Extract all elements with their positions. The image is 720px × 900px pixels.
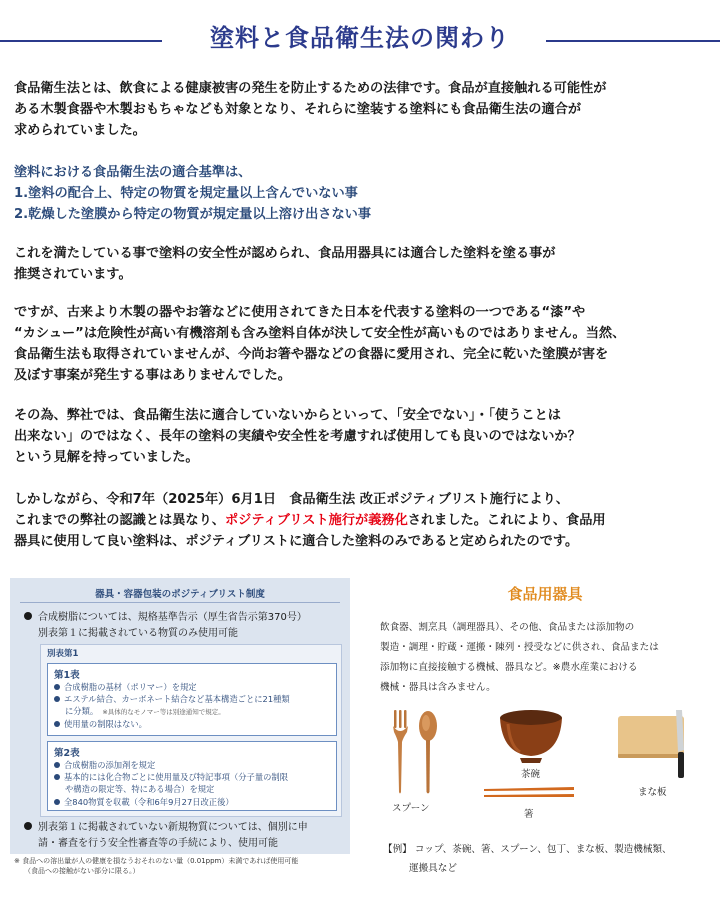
bullet-icon [54,774,60,780]
spoon-label: スプーン [392,803,430,814]
page-title: 塗料と食品衛生法の関わり [210,24,510,52]
bullet-icon [54,696,60,702]
cutting-board-label: まな板 [638,787,667,798]
header-rule-right [546,40,720,42]
company-line: という見解を持っていました。 [14,450,199,465]
bowl-label: 茶碗 [521,769,541,780]
positive-list-paragraph [14,489,710,552]
positive-line-2-pre: これまでの弊社の認識とは異なり、 [14,513,225,528]
intro-line: 食品衛生法とは、飲食による健康被害の発生を防止するための法律です。食品が直接触れる可能性が [14,81,607,96]
criteria-paragraph [14,162,710,225]
utensil-examples [383,840,672,878]
table-1-item [54,718,147,730]
intro-paragraph [14,78,710,141]
figure-footnote-line-2: （食品への接触がない部分に限る。） [24,867,140,875]
positive-list-mandatory-highlight: ポジティブリスト施行が義務化 [225,513,408,528]
chopsticks-illustration [484,786,576,800]
table-2-item [54,796,234,808]
company-line: その為、弊社では、食品衛生法に適合していないからといって、「安全でない」・「使うことは [14,408,561,423]
example-line-1: 【例】 コップ、茶碗、箸、スプーン、包丁、まな板、製造機械類、 [383,844,672,855]
company-line: 出来ない」のではなく、長年の塗料の実績や安全性を考慮すれば使用しても良いのではないか？ [14,429,581,444]
fork-spoon-illustration [390,708,450,796]
cutting-board-icon [618,716,684,758]
table-2-item-text: や構造の限定等、特にある場合）を規定 [65,784,215,794]
figure-bullet-1-line-2: 別表第１に掲載されている物質のみ使用可能 [38,628,238,639]
company-view-paragraph [14,405,710,468]
figure-footnote [14,856,298,876]
figure-title: 器具・容器包装のポジティブリスト制度 [95,589,265,600]
example-line-2: 運搬具など [409,863,457,874]
table-2-box [47,741,337,811]
safety-paragraph [14,243,710,285]
table-2-item-text: 全840物質を収載（令和6年9月27日改正後） [64,797,234,807]
appendix-table-frame [40,644,342,817]
chopsticks-icon [484,787,574,797]
positive-line-1: しかしながら、令和7年（2025年）6月1日 食品衛生法 改正ポジティブリスト施行により、 [14,492,569,507]
cutting-board-illustration [614,708,694,780]
criteria-heading: 塗料における食品衛生法の適合基準は、 [14,165,252,180]
urushi-line: 及ぼす事案が発生する事はありませんでした。 [14,368,291,383]
figure-bullet-2 [24,820,308,852]
table-2-item-text: 基本的には化合物ごとに使用量及び特記事項（分子量の制限 [64,772,289,782]
food-utensils-title: 食品用器具 [507,585,583,603]
appendix-table-title: 別表第1 [47,649,79,659]
urushi-line: ですが、古来より木製の器やお箸などに使用されてきた日本を代表する塗料の一つである“漆”や [14,305,586,320]
intro-line: 求められていました。 [14,123,146,138]
criteria-item-2: 2.乾燥した塗膜から特定の物質が規定量以上溶け出さない事 [14,207,372,222]
table-1-item-text: 合成樹脂の基材（ポリマー）を規定 [64,682,197,692]
food-desc-line: 機械・器具は含みません。 [380,682,496,693]
positive-line-2 [14,510,710,531]
table-2-item [54,771,288,783]
food-utensils-description [380,618,710,698]
bowl-illustration [498,708,564,764]
page-header [0,14,720,64]
table-2-item [65,783,214,795]
bullet-icon [54,684,60,690]
urushi-line: “カシュー”は危険性が高い有機溶剤も含み塗料自体が決して安全性が高いものではありません。当然、 [14,326,626,341]
urushi-line: 食品衛生法も取得されていませんが、今尚お箸や器などの食器に愛用され、完全に乾いた塗膜が害を [14,347,609,362]
bowl-icon [500,710,562,763]
table-1-title: 第1表 [54,670,80,681]
bullet-icon [54,721,60,727]
figure-bullet-1 [24,610,307,642]
criteria-item-1: 1.塗料の配合上、特定の物質を規定量以上含んでいない事 [14,186,358,201]
fork-icon [393,710,408,794]
spoon-icon [419,711,437,794]
table-2-title: 第2表 [54,748,80,759]
food-desc-line: 製造・調理・貯蔵・運搬・陳列・授受などに供され、食品または [380,642,659,653]
chopsticks-label: 箸 [524,809,534,820]
figure-bullet-2-line-1: 別表第１に掲載されていない新規物質については、個別に申 [38,822,308,833]
figure-bullet-2-line-2: 請・審査を行う安全性審査等の手続により、使用可能 [38,838,278,849]
positive-line-2-post: されました。これにより、食品用 [407,513,606,528]
figure-title-rule [20,602,340,603]
figure-footnote-line-1: ※ 食品への溶出量が人の健康を損なうおそれのない量（0.01ppm）未満であれば使用可能 [14,857,299,865]
table-1-item [54,681,197,693]
safety-line: これを満たしている事で塗料の安全性が認められ、食品用器具には適合した塗料を塗る事が [14,246,556,261]
table-1-item-text: エステル結合、カーボネート結合など基本構造ごとに21種類 [64,694,290,704]
table-2-item-text: 合成樹脂の添加剤を規定 [64,760,156,770]
figure-bullet-1-line-1: 合成樹脂については、規格基準告示（厚生省告示第370号） [38,612,307,623]
bullet-icon [24,822,32,830]
bullet-icon [54,799,60,805]
bullet-icon [54,762,60,768]
table-1-item [54,693,290,705]
safety-line: 推奨されています。 [14,267,132,282]
table-1-item-text: に分類。 [65,706,95,716]
table-1-box [47,663,337,736]
urushi-paragraph [14,302,710,386]
intro-line: ある木製食器や木製おもちゃなども対象となり、それらに塗装する塗料にも食品衛生法の適合が [14,102,582,117]
bullet-icon [24,612,32,620]
food-desc-line: 飲食器、割烹具（調理器具）、その他、食品または添加物の [380,622,635,633]
table-1-item-text: 使用量の制限はない。 [64,719,147,729]
food-desc-line: 添加物に直接接触する機械、器具など。※農水産業における [380,662,638,673]
positive-line-3: 器具に使用して良い塗料は、ポジティブリストに適合した塗料のみであると定められたのです。 [14,534,579,549]
table-2-item [54,759,155,771]
table-1-item-note: ※具体的なモノマー等は別途通知で規定。 [102,708,225,716]
table-1-item [65,705,225,718]
